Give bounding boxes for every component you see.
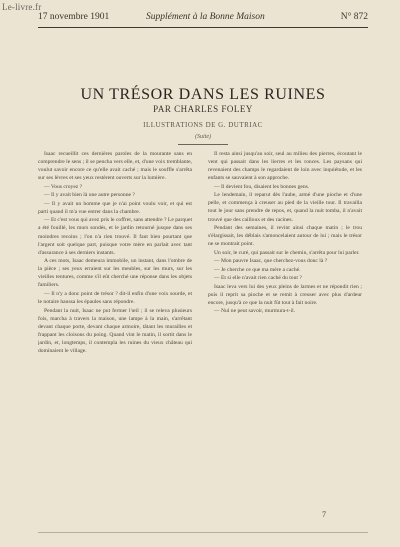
bottom-rule [38,532,368,533]
watermark: Le-livre.fr [2,2,42,12]
paragraph: Un soir, le curé, qui passait sur le chemin, s'arrêta pour lui parler. [214,249,360,256]
left-column [38,150,192,528]
paragraph: — Mon pauvre Isaac, que cherchez-vous donc là ? [214,258,328,265]
paragraph: — Il y avait un homme que je n'ai point voulu voir, et qui est parti quand il m'a vue entrer dans la chambre. [38,200,192,215]
paragraph: Le lendemain, il reparut dès l'aube, armé d'une pioche et d'une pelle, et commença à creuser au pied de la vieille tour. Il travailla tout le jour sans prendre de repos, et, quand la nuit tomba, il n'avait trouvé que des cailloux et des racines. [208,192,362,223]
paragraph: — Et si elle n'avait rien caché du tout ? [214,275,302,282]
paragraph: Isaac recueillit ces dernières paroles de la mourante sans en comprendre le sens ; il se pencha vers elle, et, d'une voix tremblante, voulut savoir encore ce qu'elle avait caché ; mais le souffle s'arrêta sur ses lèvres et ses yeux restèrent ouverts sur la lumière. [38,151,192,182]
paragraph: — Et c'est vous qui avez pris le coffret, sans attendre ? Le parquet a été fouillé, les murs sondés, et le jardin retourné jusque dans ses moindres recoins ; l'on n'a rien trouvé. Il faut bien pourtant que l'argent soit quelque part, puisque votre mère en parlait avec tant d'assurance à ses derniers instants. [38,217,192,256]
article-title: UN TRÉSOR DANS LES RUINES [80,86,326,103]
paragraph: — Il devient fou, disaient les bonnes gens. [214,183,310,190]
page-number: 7 [322,510,326,519]
paragraph: A ces mots, Isaac demeura immobile, un instant, dans l'ombre de la pièce ; ses yeux erraient sur les meubles, sur les murs, sur les vieilles tentures, comme s'il eût cherché une réponse dans les objets familiers. [38,258,192,289]
right-column [208,150,362,528]
article-author: PAR CHARLES FOLEY [153,104,253,114]
paragraph: — Il n'y a donc point de trésor ? dit-il enfin d'une voix sourde, et le notaire haussa les épaules sans répondre. [38,290,192,306]
issue-date: 17 novembre 1901 [38,12,110,22]
issue-number: N° 872 [340,12,368,22]
title-divider [178,144,228,145]
paragraph: Pendant des semaines, il revint ainsi chaque matin ; le trou s'élargissait, les déblais s'amoncelaient autour de lui ; mais le trésor ne se montrait point. [208,225,362,248]
supplement-title: Supplément à la Bonne Maison [146,12,265,22]
paragraph: — Je cherche ce que ma mère a caché. [214,266,301,273]
suite-label: (Suite) [195,134,211,140]
paragraph: Il resta ainsi jusqu'au soir, seul au milieu des pierres, écoutant le vent qui passait dans les lierres et les ronces. Les paysans qui revenaient des champs le regardaient de loin avec inquiétude, et les enfants se sauvaient à son approche. [208,151,362,182]
paragraph: — Nul ne peut savoir, murmura-t-il. [214,308,296,315]
paragraph: — Il y avait bien là une autre personne ? [44,192,135,199]
paragraph: — Vous croyez ? [44,183,83,190]
illustrations-credit: ILLUSTRATIONS DE G. DUTRIAC [143,121,263,129]
paragraph: Pendant la nuit, Isaac ne put fermer l'œil ; il se releva plusieurs fois, marcha à travers la maison, une lampe à la main, s'arrêtant devant chaque porte, devant chaque armoire, tâtant les murailles et frappant les cloisons du poing. Quand vint le matin, il sortit dans le jardin, et, longtemps, il contempla les ruines du vieux château qui dominaient le village. [38,307,192,354]
page-header [38,12,368,28]
header-rule [38,27,368,28]
paragraph: Isaac leva vers lui des yeux pleins de larmes et ne répondit rien ; puis il reprit sa pioche et se remit à creuser avec plus d'ardeur encore, jusqu'à ce que la nuit fût tout à fait noire. [208,283,362,306]
